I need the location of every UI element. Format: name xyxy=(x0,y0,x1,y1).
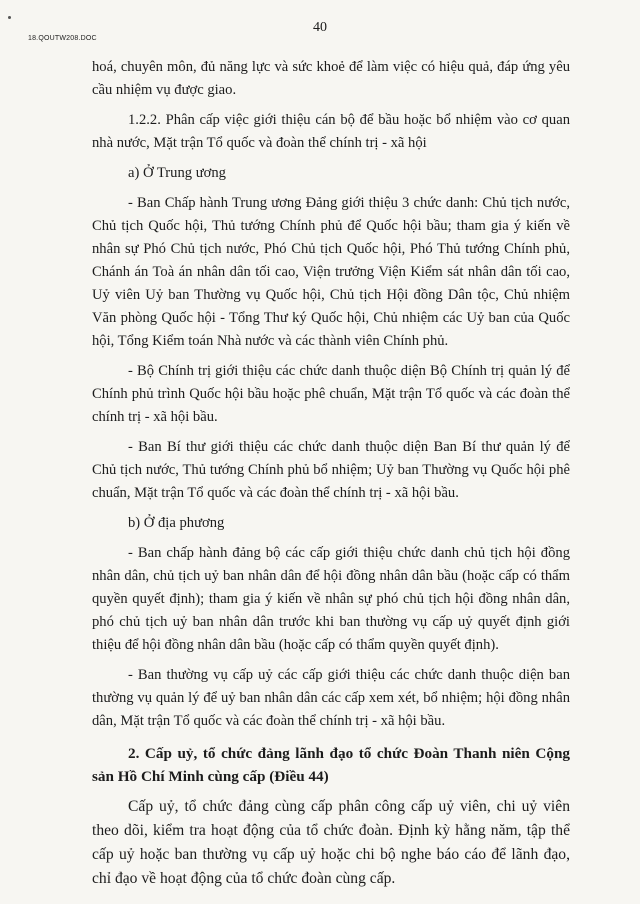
paragraph-politburo: - Bộ Chính trị giới thiệu các chức danh thuộc diện Bộ Chính trị quản lý để Chính phủ trình Quốc hội bầu hoặc phê chuẩn, Mặt trận Tổ quốc và các đoàn thể chính trị - xã hội bầu. xyxy=(92,363,570,425)
paragraph-standing-committee: - Ban thường vụ cấp uỷ các cấp giới thiệu các chức danh thuộc diện ban thường vụ quản lý để uỷ ban nhân dân các cấp xem xét, bổ nhiệm; hội đồng nhân dân, Mặt trận Tổ quốc và các đoàn thể chính trị - xã hội bầu. xyxy=(92,667,570,729)
paragraph-local-level-heading: b) Ở địa phương xyxy=(128,515,225,531)
paragraph-youth-union: Cấp uỷ, tổ chức đảng cùng cấp phân công cấp uỷ viên, chi uỷ viên theo dõi, kiểm tra hoạt động của tổ chức đoàn. Định kỳ hằng năm, tập thể cấp uỷ hoặc ban thường vụ cấp uỷ hoặc chi bộ nghe báo cáo để lãnh đạo, chỉ đạo về hoạt động của tổ chức đoàn cùng cấp. xyxy=(92,798,570,887)
paragraph-secretariat: - Ban Bí thư giới thiệu các chức danh thuộc diện Ban Bí thư quản lý để Chủ tịch nước, Thủ tướng Chính phủ bổ nhiệm; Uỷ ban Thường vụ Quốc hội phê chuẩn, Mặt trận Tổ quốc và các đoàn thể chính trị - xã hội bầu. xyxy=(92,439,570,501)
paragraph-central-committee: - Ban Chấp hành Trung ương Đảng giới thiệu 3 chức danh: Chủ tịch nước, Chủ tịch Quốc hội, Thủ tướng Chính phủ để Quốc hội bầu; tham gia ý kiến về nhân sự Phó Chủ tịch nước, Phó Chủ tịch Quốc hội, Phó Thủ tướng Chính phủ, Chánh án Toà án nhân dân tối cao, Viện trưởng Viện Kiểm sát nhân dân tối cao, Uỷ viên Uỷ ban Thường vụ Quốc hội, Chủ tịch Hội đồng Dân tộc, Chủ nhiệm Văn phòng Quốc hội - Tổng Thư ký Quốc hội, Chủ nhiệm các Uỷ ban của Quốc hội, Tổng Kiểm toán Nhà nước và các thành viên Chính phủ. xyxy=(92,195,570,349)
paragraph-central-level-heading: a) Ở Trung ương xyxy=(128,165,226,181)
document-body xyxy=(92,56,570,891)
paragraph-local-executive-committee: - Ban chấp hành đảng bộ các cấp giới thiệu chức danh chủ tịch hội đồng nhân dân, chủ tịch uỷ ban nhân dân để hội đồng nhân dân bầu (hoặc cấp có thẩm quyền quyết định); tham gia ý kiến về nhân sự phó chủ tịch hội đồng nhân dân, phó chủ tịch uỷ ban nhân dân trước khi ban thường vụ cấp uỷ quyết định giới thiệu để hội đồng nhân dân bầu (hoặc cấp có thẩm quyền quyết định). xyxy=(92,545,570,653)
file-name-label: 18.QOUTW208.DOC xyxy=(28,35,97,42)
scan-mark xyxy=(8,16,11,19)
page-number: 40 xyxy=(313,20,327,35)
paragraph-continuation: hoá, chuyên môn, đủ năng lực và sức khoẻ để làm việc có hiệu quả, đáp ứng yêu cầu nhiệm vụ được giao. xyxy=(92,59,570,98)
section-heading-article-44: 2. Cấp uỷ, tổ chức đảng lãnh đạo tổ chức Đoàn Thanh niên Cộng sản Hồ Chí Minh cùng cấp (Điều 44) xyxy=(92,745,570,785)
paragraph-subsection-1-2-2: 1.2.2. Phân cấp việc giới thiệu cán bộ để bầu hoặc bổ nhiệm vào cơ quan nhà nước, Mặt trận Tổ quốc và đoàn thể chính trị - xã hội xyxy=(92,112,570,151)
